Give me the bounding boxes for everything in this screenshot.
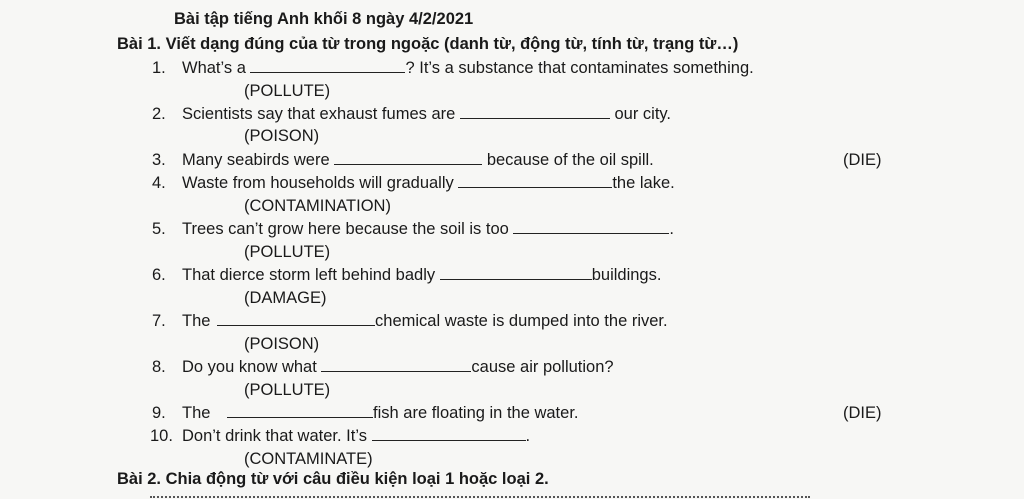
- item-3-number: 3.: [152, 151, 166, 169]
- item-2-hint: (POISON): [244, 127, 320, 145]
- item-9-number: 9.: [152, 404, 166, 422]
- item-4-text-after: the lake.: [612, 174, 675, 192]
- item-2-sentence: [182, 104, 671, 124]
- item-9-blank: [227, 403, 373, 418]
- item-7-text-after: chemical waste is dumped into the river.: [375, 312, 668, 330]
- item-10-text-before: Don’t drink that water. It’s: [182, 427, 372, 445]
- item-1-number: 1.: [152, 59, 166, 77]
- item-8-blank: [321, 357, 471, 372]
- item-3-text-before: Many seabirds were: [182, 151, 335, 169]
- item-5-hint: (POLLUTE): [244, 243, 331, 261]
- item-2-text-after: our city.: [609, 105, 672, 123]
- item-8-text-after: cause air pollution?: [471, 358, 614, 376]
- item-9-text-after: fish are floating in the water.: [373, 404, 579, 422]
- item-6-hint: (DAMAGE): [244, 289, 327, 307]
- item-3-blank: [334, 150, 482, 165]
- section-2-heading: Bài 2. Chia động từ với câu điều kiện loại 1 hoặc loại 2.: [117, 470, 549, 488]
- item-6-text-after: buildings.: [591, 266, 662, 284]
- item-8-sentence: [182, 357, 614, 377]
- item-8-number: 8.: [152, 358, 166, 376]
- item-5-sentence: [182, 219, 674, 239]
- item-9-sentence: [182, 403, 578, 423]
- item-3-hint: (DIE): [843, 151, 882, 169]
- item-4-number: 4.: [152, 174, 166, 192]
- item-6-blank: [440, 265, 592, 280]
- item-4-text-before: Waste from households will gradually: [182, 174, 459, 192]
- item-9-text-before: The: [182, 404, 216, 422]
- item-2-text-before: Scientists say that exhaust fumes are: [182, 105, 460, 123]
- item-5-text-after: .: [669, 220, 674, 238]
- item-10-text-after: .: [525, 427, 531, 445]
- item-3-sentence: [182, 150, 654, 170]
- item-5-blank: [513, 219, 669, 234]
- item-5-number: 5.: [152, 220, 166, 238]
- item-7-text-before: The: [182, 312, 216, 330]
- item-7-blank: [217, 311, 375, 326]
- item-1-blank: [250, 58, 405, 73]
- item-10-number: 10.: [150, 427, 173, 445]
- worksheet-title: Bài tập tiếng Anh khối 8 ngày 4/2/2021: [174, 10, 474, 28]
- item-6-text-before: That dierce storm left behind badly: [182, 266, 440, 284]
- item-10-sentence: [182, 426, 530, 446]
- item-1-text-before: What’s a: [182, 59, 251, 77]
- item-5-text-before: Trees can’t grow here because the soil is too: [182, 220, 514, 238]
- item-4-hint: (CONTAMINATION): [244, 197, 391, 215]
- cropped-next-line: [150, 491, 810, 499]
- item-9-hint: (DIE): [843, 404, 882, 422]
- item-10-hint: (CONTAMINATE): [244, 450, 373, 468]
- item-7-hint: (POISON): [244, 335, 320, 353]
- item-7-number: 7.: [152, 312, 166, 330]
- item-2-blank: [460, 104, 610, 119]
- item-8-hint: (POLLUTE): [244, 381, 331, 399]
- item-6-number: 6.: [152, 266, 166, 284]
- item-1-hint: (POLLUTE): [244, 82, 331, 100]
- item-2-number: 2.: [152, 105, 166, 123]
- item-10-blank: [372, 426, 526, 441]
- section-1-heading: Bài 1. Viết dạng đúng của từ trong ngoặc (danh từ, động từ, tính từ, trạng từ…): [117, 35, 739, 53]
- item-1-sentence: [182, 58, 754, 78]
- item-4-blank: [458, 173, 612, 188]
- item-7-sentence: [182, 311, 668, 331]
- item-1-text-after: ? It’s a substance that contaminates something.: [405, 59, 754, 77]
- item-8-text-before: Do you know what: [182, 358, 322, 376]
- item-3-text-after: because of the oil spill.: [482, 151, 654, 169]
- item-6-sentence: [182, 265, 661, 285]
- item-4-sentence: [182, 173, 675, 193]
